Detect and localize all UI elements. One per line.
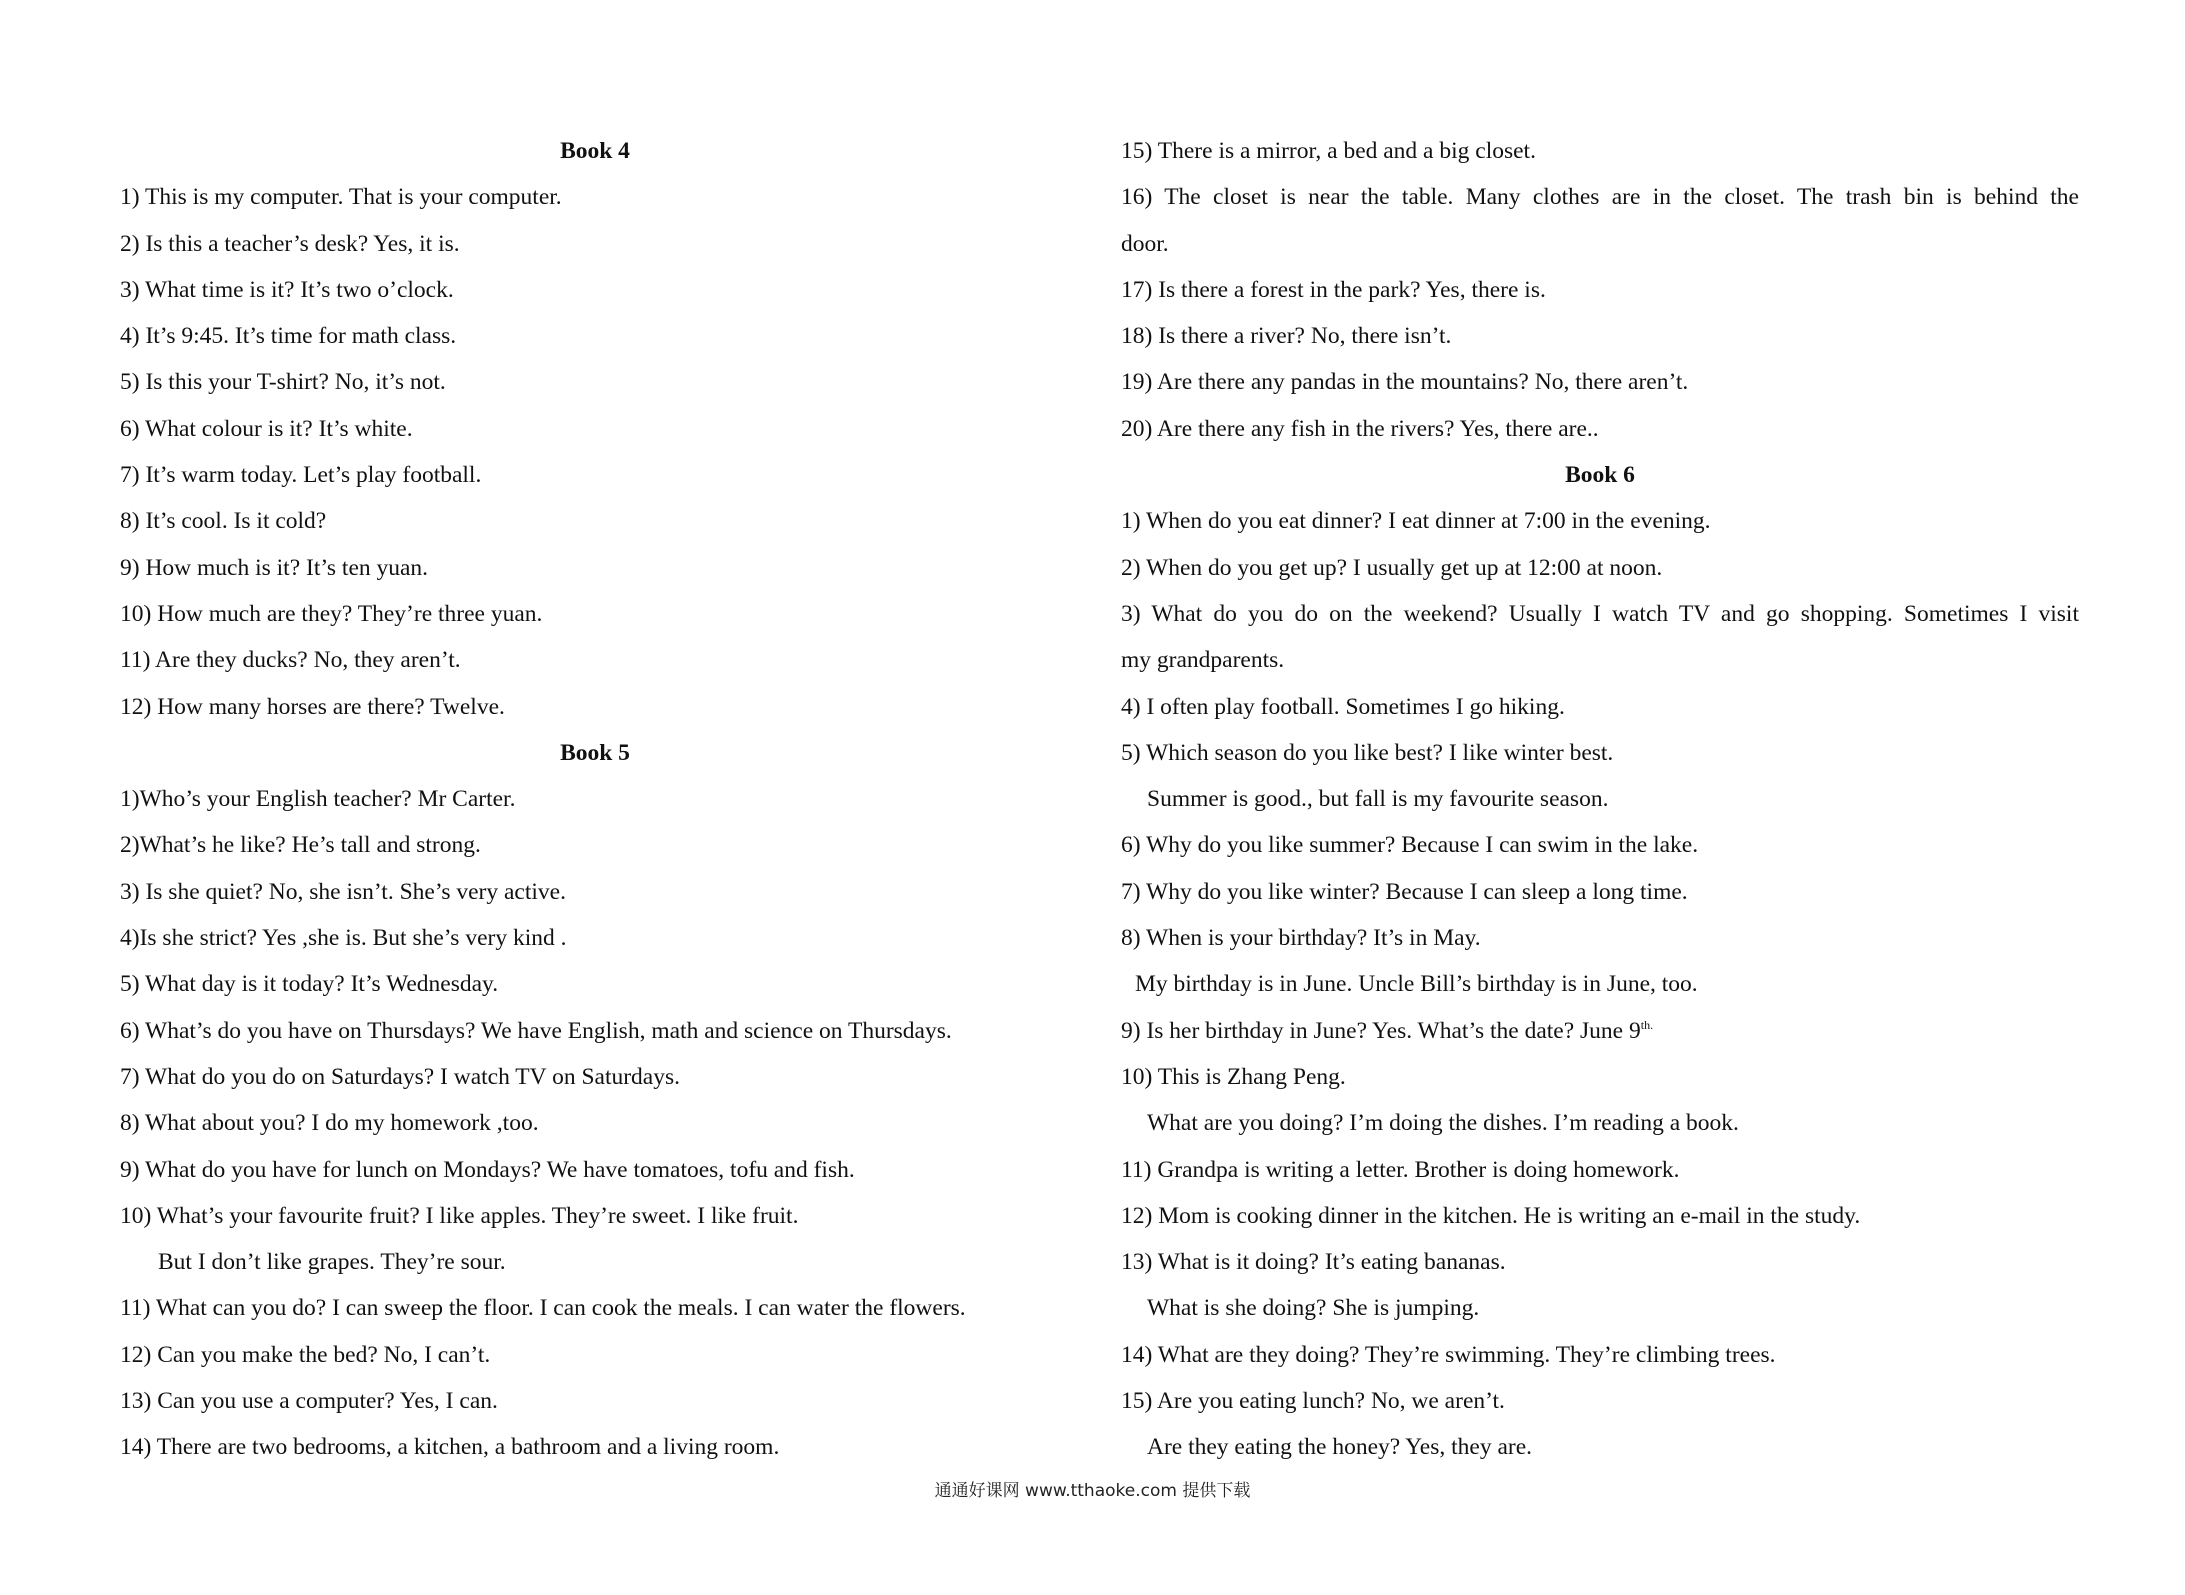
book6-line: What are you doing? I’m doing the dishes. I’m reading a book. [1147,1110,1739,1137]
book6-line: My birthday is in June. Uncle Bill’s birthday is in June, too. [1135,971,1698,998]
book6-line: 15) Are you eating lunch? No, we aren’t. [1121,1388,1505,1415]
book6-line: 5) Which season do you like best? I like winter best. [1121,739,1614,766]
book6-line: 6) Why do you like summer? Because I can swim in the lake. [1121,832,1699,859]
book4-line: 3) What time is it? It’s two o’clock. [120,276,454,303]
book4-line: 7) It’s warm today. Let’s play football. [120,462,482,489]
book6-line: Summer is good., but fall is my favourite season. [1147,786,1609,813]
book4-line: 4) It’s 9:45. It’s time for math class. [120,323,457,350]
book6-line-text: 9) Is her birthday in June? Yes. What’s the date? June 9 [1121,1017,1641,1044]
book5-line: 2)What’s he like? He’s tall and strong. [120,832,481,859]
page-footer: 通通好课网 www.tthaoke.com 提供下载 [934,1481,1251,1501]
book5-line: But I don’t like grapes. They’re sour. [158,1249,506,1276]
book5-line: 8) What about you? I do my homework ,too. [120,1110,539,1137]
book6-line: 14) What are they doing? They’re swimming. They’re climbing trees. [1121,1341,1776,1368]
book6-heading: Book 6 [1565,462,1635,489]
book6-line: 13) What is it doing? It’s eating bananas. [1121,1249,1506,1276]
book4-line: 6) What colour is it? It’s white. [120,415,413,442]
book4-line: 12) How many horses are there? Twelve. [120,693,505,720]
book6-line: 4) I often play football. Sometimes I go hiking. [1121,693,1565,720]
book5-line: 18) Is there a river? No, there isn’t. [1121,323,1452,350]
book5-line: 15) There is a mirror, a bed and a big closet. [1121,138,1536,164]
book5-line: 16) The closet is near the table. Many clothes are in the closet. The trash bin is behind the [1121,184,2079,211]
book4-line: 8) It’s cool. Is it cold? [120,508,327,535]
book5-line: 7) What do you do on Saturdays? I watch TV on Saturdays. [120,1063,680,1090]
book6-line: 12) Mom is cooking dinner in the kitchen. He is writing an e-mail in the study. [1121,1202,1861,1229]
book5-line: 6) What’s do you have on Thursdays? We have English, math and science on Thursdays. [120,1017,952,1044]
book5-line: 19) Are there any pandas in the mountains? No, there aren’t. [1121,369,1689,396]
book4-line: 5) Is this your T-shirt? No, it’s not. [120,369,446,396]
book5-line: 5) What day is it today? It’s Wednesday. [120,971,499,998]
book6-line: What is she doing? She is jumping. [1147,1295,1480,1322]
book4-line: 10) How much are they? They’re three yuan. [120,600,543,627]
book6-line: 1) When do you eat dinner? I eat dinner at 7:00 in the evening. [1121,508,1711,535]
book5-line: 9) What do you have for lunch on Mondays? We have tomatoes, tofu and fish. [120,1156,855,1183]
book4-heading: Book 4 [560,138,630,164]
book6-line [1121,1008,2079,1054]
book5-line: 14) There are two bedrooms, a kitchen, a bathroom and a living room. [120,1434,780,1461]
book6-line: 7) Why do you like winter? Because I can sleep a long time. [1121,878,1688,905]
book5-line: door. [1121,230,1169,257]
book6-line: Are they eating the honey? Yes, they are. [1147,1434,1533,1461]
book5-line: 10) What’s your favourite fruit? I like apples. They’re sweet. I like fruit. [120,1202,799,1229]
book4-line: 1) This is my computer. That is your computer. [120,184,562,211]
book4-line: 9) How much is it? It’s ten yuan. [120,554,429,581]
book4-line: 11) Are they ducks? No, they aren’t. [120,647,461,674]
book5-line: 12) Can you make the bed? No, I can’t. [120,1341,491,1368]
book5-line: 20) Are there any fish in the rivers? Yes, there are.. [1121,415,1599,442]
book5-line: 1)Who’s your English teacher? Mr Carter. [120,786,516,813]
book6-line: 11) Grandpa is writing a letter. Brother is doing homework. [1121,1156,1680,1183]
right-column [1121,128,2079,1471]
book6-line: 2) When do you get up? I usually get up at 12:00 at noon. [1121,554,1663,581]
book5-line: 4)Is she strict? Yes ,she is. But she’s very kind . [120,925,567,952]
book5-line: 11) What can you do? I can sweep the floor. I can cook the meals. I can water the flowers. [120,1295,966,1322]
book5-line: 3) Is she quiet? No, she isn’t. She’s very active. [120,878,566,905]
left-column [120,128,1070,1471]
book5-heading: Book 5 [560,739,630,766]
book5-line: 13) Can you use a computer? Yes, I can. [120,1388,498,1415]
book6-line: 3) What do you do on the weekend? Usually I watch TV and go shopping. Sometimes I visit [1121,600,2079,627]
book6-line: my grandparents. [1121,647,1285,674]
book6-line: 10) This is Zhang Peng. [1121,1063,1346,1090]
ordinal-suffix: th. [1640,1017,1654,1032]
book4-line: 2) Is this a teacher’s desk? Yes, it is. [120,230,460,257]
book6-line: 8) When is your birthday? It’s in May. [1121,925,1481,952]
book5-line: 17) Is there a forest in the park? Yes, there is. [1121,276,1546,303]
